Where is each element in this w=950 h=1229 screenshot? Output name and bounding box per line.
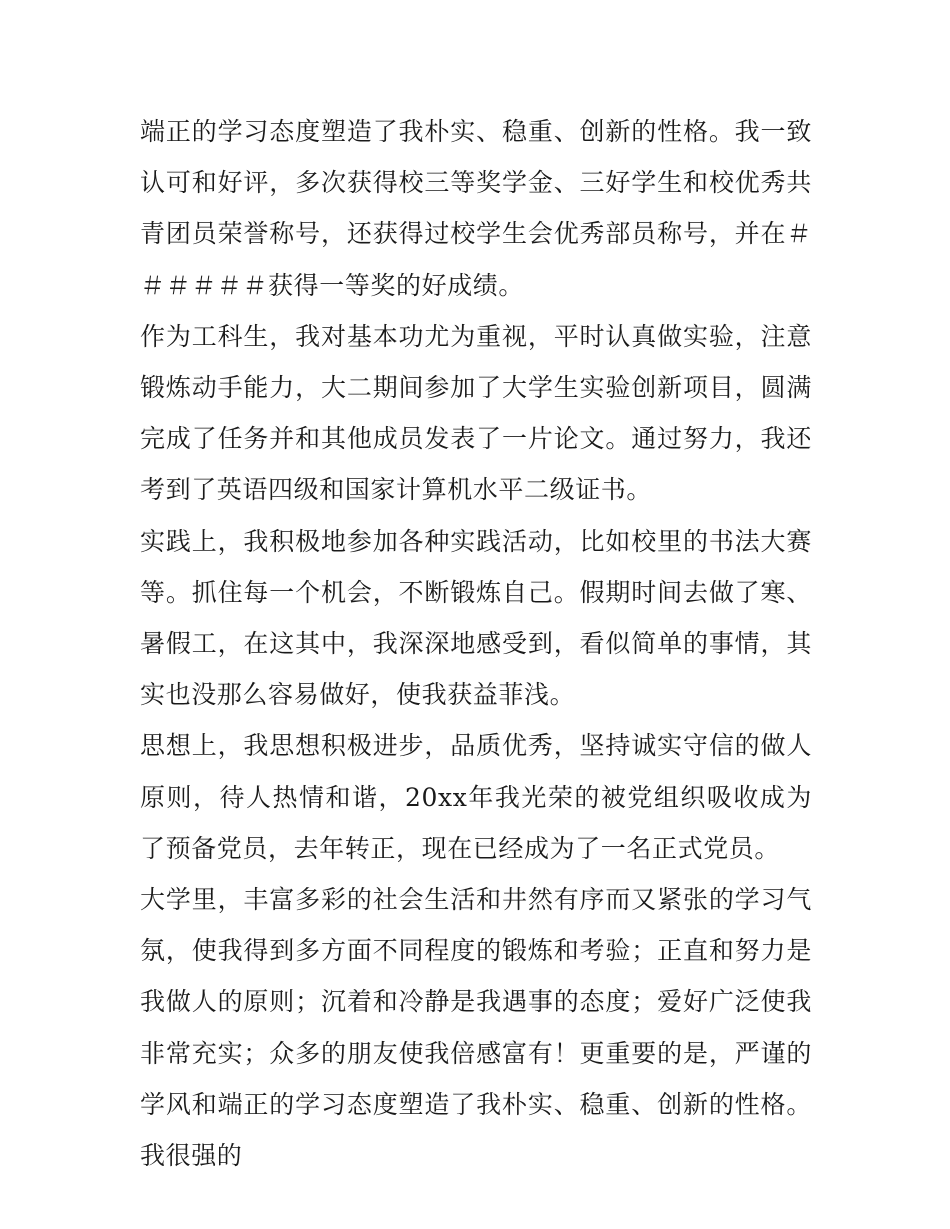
paragraph-university-life: 大学里，丰富多彩的社会生活和井然有序而又紧张的学习气氛，使我得到多方面不同程度的锻炼和考验；正直和努力是我做人的原则；沉着和冷静是我遇事的态度；爱好广泛使我非常充实；众多的朋友使我倍感富有！更重要的是，严谨的学风和端正的学习态度塑造了我朴实、稳重、创新的性格。我很强的 xyxy=(140,885,812,1171)
paragraph-practice: 实践上，我积极地参加各种实践活动，比如校里的书法大赛等。抓住每一个机会，不断锻炼自己。假期时间去做了寒、暑假工，在这其中，我深深地感受到，看似简单的事情，其实也没那么容易做好，使我获益菲浅。 xyxy=(140,526,812,710)
paragraph-ideology: 思想上，我思想积极进步，品质优秀，坚持诚实守信的做人原则，待人热情和谐，20xx年我光荣的被党组织吸收成为了预备党员，去年转正，现在已经成为了一名正式党员。 xyxy=(140,731,812,863)
document-body xyxy=(140,106,812,1181)
paragraph-engineering-study: 作为工科生，我对基本功尤为重视，平时认真做实验，注意锻炼动手能力，大二期间参加了大学生实验创新项目，圆满完成了任务并和其他成员发表了一片论文。通过努力，我还考到了英语四级和国家计算机水平二级证书。 xyxy=(140,321,812,505)
paragraph-achievements: 端正的学习态度塑造了我朴实、稳重、创新的性格。我一致认可和好评，多次获得校三等奖学金、三好学生和校优秀共青团员荣誉称号，还获得过校学生会优秀部员称号，并在＃＃＃＃＃＃获得一等奖的好成绩。 xyxy=(140,117,812,300)
